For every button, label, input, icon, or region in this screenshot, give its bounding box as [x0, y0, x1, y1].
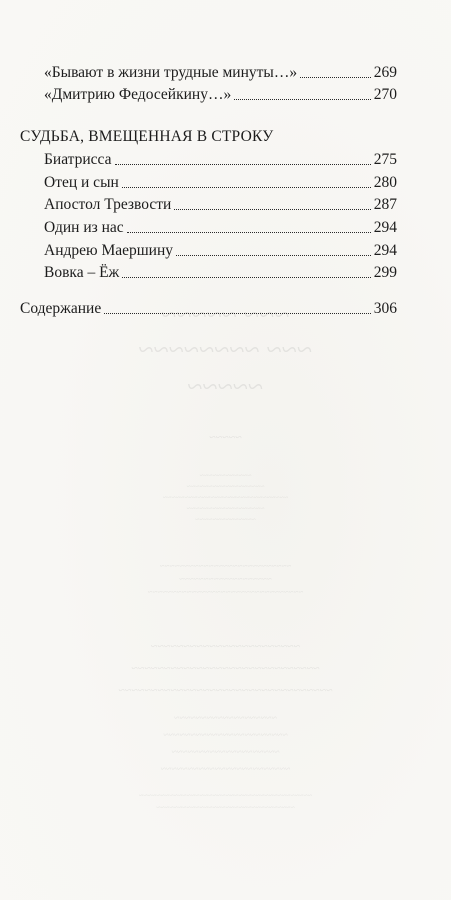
bleed-line: ~~~ ~~~~~~~~	[138, 335, 313, 366]
dot-leader	[234, 98, 371, 100]
bleed-block: ~~~~~~~~~~~~~~~~~~~~~~~~~~~~~~~~~~~~~~~~ ~~~~~~~~~~~~~~~~~~~~~~~~~~~~~~~~	[138, 791, 313, 812]
toc-entry-title: «Дмитрию Федосейкину…»	[44, 86, 232, 103]
toc-entry	[44, 84, 397, 106]
dot-leader	[127, 231, 371, 233]
toc-entry	[44, 240, 397, 262]
toc-entry	[44, 262, 397, 284]
toc-entry-page: 287	[373, 196, 397, 213]
dot-leader	[300, 76, 371, 78]
toc-entry-contents	[20, 298, 397, 320]
toc-entry	[44, 172, 397, 194]
toc-entry-title: Вовка – Ёж	[44, 264, 120, 281]
bleed-block: ~~~~~~~~~~~~~~~~~~~ ~~~~~~~~~~~~~~~~~~~~~~~ ~~~~~~~~~~~~~~~~~~~~ ~~~~~~~~~~~~~~~~~~~~~~~~	[160, 713, 291, 775]
bleed-block: ~~~~~~~~~~~~ ~~~~~~~~~~~~~~~~~~ ~~~~~~~~~~~~~~~~~~~~~~~~~~~~~ ~~~~~~~~~~~~~~~~~~ ~~~~~~~~~~~~~~	[162, 471, 289, 524]
toc-entry-title: Апостол Трезвости	[44, 196, 172, 213]
toc-entry-page: 269	[373, 64, 397, 81]
toc-entry-page: 299	[373, 264, 397, 281]
toc-entry	[44, 149, 397, 171]
bleed-line: ~~~~~	[209, 430, 242, 444]
toc-entry-page: 270	[373, 86, 397, 103]
toc-entry-page: 275	[373, 151, 397, 168]
bleed-block: ~~~~~~~~~~~~~~~~~~~~~~~ ~~~~~~~~~~~~~~~~~~~~~~~~~~~~~ ~~~~~~~~~~~~~~~~~~~~~~~~~~~~~~~~~	[118, 639, 333, 697]
toc-entry	[44, 194, 397, 216]
section-heading: СУДЬБА, ВМЕЩЕННАЯ В СТРОКУ	[20, 128, 274, 145]
toc-entry-title: Один из нас	[44, 219, 124, 236]
toc-entry-title: Содержание	[20, 300, 102, 317]
dot-leader	[122, 276, 370, 278]
dot-leader	[104, 312, 371, 314]
dot-leader	[174, 208, 370, 210]
toc-entry	[44, 217, 397, 239]
dot-leader	[122, 186, 371, 188]
toc-entry-page: 294	[373, 219, 397, 236]
bleed-line: ~~~ ~~~~~	[161, 300, 290, 331]
toc-entry-title: «Бывают в жизни трудные минуты…»	[44, 64, 298, 81]
toc-entry-page: 306	[373, 300, 397, 317]
dot-leader	[176, 254, 371, 256]
toc-entry-title: Биатрисса	[44, 151, 112, 168]
dot-leader	[115, 163, 371, 165]
toc-entry	[44, 62, 397, 84]
bleed-block: ~~~~~~~~~~~~~~~~~~~~~~~~~~~ ~~~~~~~~~~~~~~~~~~~ ~~~~~~~~~~~~~~~~~~~~~~~~~~~~~~~~	[147, 561, 304, 597]
toc-entry-page: 294	[373, 242, 397, 259]
bleed-line: ~~~~~	[187, 372, 264, 403]
toc-entry-title: Отец и сын	[44, 174, 119, 191]
toc-entry-page: 280	[373, 174, 397, 191]
toc-entry-title: Андрею Маершину	[44, 242, 174, 259]
